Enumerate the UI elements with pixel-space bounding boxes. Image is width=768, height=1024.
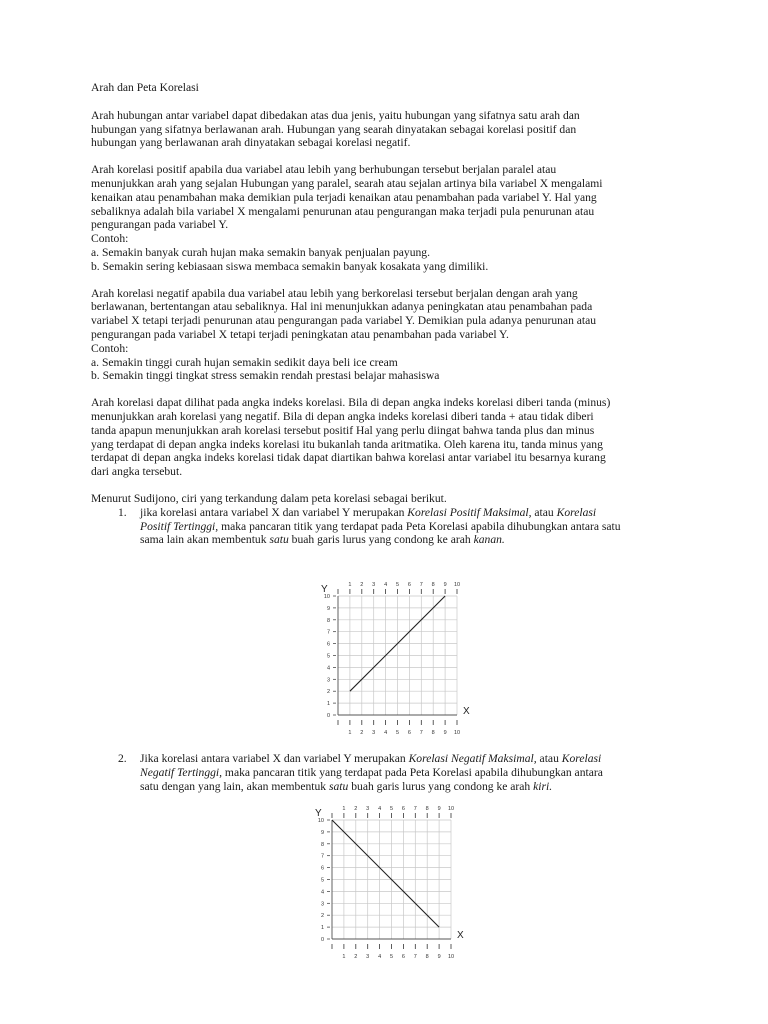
x-tick-label-top: 8 [431,582,435,588]
x-tick-label-bottom: 9 [437,954,441,960]
text-line: dari angka tersebut. [91,465,183,479]
paragraph-negative [91,287,691,384]
text-line: b. Semakin sering kebiasaan siswa membaca semakin banyak kosakata yang dimiliki. [91,259,489,273]
item-text: atau [531,505,557,519]
x-tick-label-top: 9 [437,806,441,812]
item-emphasis: kanan. [473,533,505,547]
y-tick-label: 7 [320,853,324,860]
x-tick-label-bottom: 3 [372,730,376,736]
y-tick-label: 8 [326,617,330,624]
x-tick-label-top: 10 [447,806,455,812]
text-line: Arah korelasi dapat dilihat pada angka indeks korelasi. Bila di depan angka indeks korelasi diberi tanda (minus) [91,396,611,410]
x-tick-label-bottom: 2 [354,954,358,960]
text-line: tanda apapun menunjukkan arah korelasi tersebut positif Hal yang perlu diingat bahwa tanda plus dan minus [91,423,595,437]
item-text: maka pancaran titik yang terdapat pada Peta Korelasi apabila dihubungkan antara [222,765,603,779]
y-tick-label: 4 [320,889,324,896]
x-tick-label-bottom: 10 [453,730,461,736]
x-tick-label-top: 1 [342,806,346,812]
item-emphasis: Korelasi [561,752,602,765]
x-tick-label-bottom: 6 [407,730,411,736]
x-tick-label-bottom: 1 [348,730,352,736]
text-line: kenaikan atau penambahan maka demikian pula terjadi kenaikan atau penambahan pada variabel Y. Hal yang [91,190,597,204]
x-axis-label: X [463,706,470,717]
y-tick-label: 6 [320,865,324,872]
list-item-2 [91,752,740,793]
y-tick-label: 0 [326,713,330,719]
y-tick-label: 1 [326,701,330,708]
x-tick-label-bottom: 8 [431,730,435,736]
item-text: satu dengan yang lain, akan membentuk [140,779,329,793]
x-tick-label-top: 9 [443,582,447,588]
text-line: Arah korelasi negatif apabila dua variabel atau lebih yang berkorelasi tersebut berjalan dengan arah yang [91,286,578,300]
x-tick-label-top: 10 [453,582,461,588]
x-tick-label-bottom: 4 [378,954,382,960]
y-tick-label: 5 [326,653,330,660]
document-page [91,81,691,547]
text-line: pengurangan pada variabel X tetapi terjadi peningkatan atau penambahan pada variabel Y. [91,327,509,341]
item-emphasis: Negatif Tertinggi, [140,765,223,779]
item-emphasis: Korelasi Negatif Maksimal, [408,752,537,765]
list-intro: Menurut Sudijono, ciri yang terkandung dalam peta korelasi sebagai berikut. [91,491,447,505]
text-line: Arah korelasi positif apabila dua variabel atau lebih yang berhubungan tersebut berjalan paralel atau [91,163,557,177]
y-axis-label: Y [321,584,328,595]
x-tick-label-top: 8 [425,806,429,812]
y-tick-label: 2 [326,689,330,696]
item-emphasis: kiri. [533,779,553,793]
x-tick-label-top: 5 [389,806,394,812]
x-tick-label-bottom: 6 [401,954,405,960]
x-tick-label-top: 1 [348,582,352,588]
list-number: 2. [118,752,127,765]
text-line: b. Semakin tinggi tingkat stress semakin rendah prestasi belajar mahasiswa [91,369,440,383]
item-emphasis: satu [269,533,289,547]
text-line: a. Semakin banyak curah hujan maka semakin banyak penjualan payung. [91,245,431,259]
x-axis-label: X [457,930,464,941]
y-tick-label: 9 [326,605,330,612]
x-tick-label-top: 3 [372,582,376,588]
paragraph-positive [91,163,691,273]
list-item-1 [91,506,691,547]
text-line: menunjukkan arah yang sejalan Hubungan yang paralel, searah atau sejalan artinya bila variabel X mengalami [91,176,603,190]
text-line: yang terdapat di depan angka indeks korelasi itu bukanlah tanda aritmatika. Oleh karena itu, tanda minus yang [91,437,603,451]
text-line: a. Semakin tinggi curah hujan semakin sedikit daya beli ice cream [91,355,398,369]
text-line: pengurangan pada variabel Y. [91,218,229,232]
y-tick-label: 8 [320,841,324,848]
y-tick-label: 2 [320,913,324,920]
y-tick-label: 5 [320,877,324,884]
x-tick-label-top: 2 [360,582,364,588]
item-text: Jika korelasi antara variabel X dan variabel Y merupakan [140,752,409,765]
item-text: maka pancaran titik yang terdapat pada Peta Korelasi apabila dihubungkan antara satu [218,519,621,533]
x-tick-label-top: 3 [366,806,370,812]
item-line [140,506,691,520]
item-line [140,520,691,534]
y-tick-label: 3 [320,901,324,908]
x-tick-label-top: 7 [419,582,423,588]
x-tick-label-bottom: 7 [419,730,423,736]
x-tick-label-top: 4 [384,582,388,588]
list-number: 1. [118,505,127,519]
text-line: hubungan yang sifatnya berlawanan arah. Hubungan yang searah dinyatakan sebagai korelasi positif dan [91,122,577,136]
item-text: buah garis lurus yang condong ke arah [288,533,474,547]
text-line: menunjukkan arah korelasi yang negatif. Bila di depan angka indeks korelasi diberi tanda + atau tidak diberi [91,409,594,423]
page-title: Arah dan Peta Korelasi [91,81,199,94]
item-emphasis: Positif Tertinggi, [140,519,219,533]
text-line: Contoh: [91,232,129,246]
item-text: sama lain akan membentuk [140,533,270,547]
y-tick-label: 10 [323,594,330,600]
x-tick-label-bottom: 5 [395,730,400,736]
text-line: Contoh: [91,341,129,355]
x-tick-label-bottom: 2 [360,730,364,736]
item-emphasis: satu [329,779,349,793]
text-line: hubungan yang berlawanan arah dinyatakan sebagai korelasi negatif. [91,136,411,150]
item-text: buah garis lurus yang condong ke arah [348,779,534,793]
paragraph-index [91,396,691,479]
x-tick-label-top: 5 [395,582,400,588]
x-tick-label-bottom: 4 [384,730,388,736]
item-emphasis: Korelasi [556,505,597,519]
y-tick-label: 7 [326,629,330,636]
item-line [140,533,691,547]
x-tick-label-bottom: 10 [447,954,455,960]
y-axis-label: Y [315,808,322,819]
x-tick-label-bottom: 5 [389,954,394,960]
item-line [140,766,740,780]
negative-correlation-chart [294,804,484,964]
item-text: atau [536,752,562,765]
item-text: jika korelasi antara variabel X dan variabel Y merupakan [140,505,408,519]
x-tick-label-bottom: 7 [413,954,417,960]
series-line [332,820,439,927]
x-tick-label-bottom: 9 [443,730,447,736]
item-line [140,752,740,766]
text-line: variabel X tetapi terjadi penurunan atau pengurangan pada variabel Y. Demikian pula adanya penurunan atau [91,314,597,328]
x-tick-label-bottom: 8 [425,954,429,960]
x-tick-label-top: 4 [378,806,382,812]
text-line: terdapat di depan angka indeks korelasi tidak dapat diartikan bahwa korelasi antar variabel itu besarnya kurang [91,451,606,465]
paragraph-intro [91,109,691,150]
y-tick-label: 0 [320,937,324,943]
text-line: sebaliknya adalah bila variabel X mengalami penurunan atau pengurangan maka terjadi pula penurunan atau [91,204,595,218]
x-tick-label-top: 6 [407,582,411,588]
y-tick-label: 9 [320,829,324,836]
positive-correlation-chart [300,580,490,740]
y-tick-label: 3 [326,677,330,684]
item-line [140,780,740,794]
x-tick-label-top: 6 [401,806,405,812]
x-tick-label-top: 2 [354,806,358,812]
y-tick-label: 1 [320,925,324,932]
text-line: Arah hubungan antar variabel dapat dibedakan atas dua jenis, yaitu hubungan yang sifatnya satu arah dan [91,108,580,122]
item-emphasis: Korelasi Positif Maksimal, [407,505,532,519]
x-tick-label-top: 7 [413,806,417,812]
x-tick-label-bottom: 1 [342,954,346,960]
y-tick-label: 10 [317,818,324,824]
x-tick-label-bottom: 3 [366,954,370,960]
y-tick-label: 4 [326,665,330,672]
y-tick-label: 6 [326,641,330,648]
text-line: berlawanan, bertentangan atau sebaliknya. Hal ini menunjukkan adanya peningkatan atau penambahan pada [91,300,593,314]
